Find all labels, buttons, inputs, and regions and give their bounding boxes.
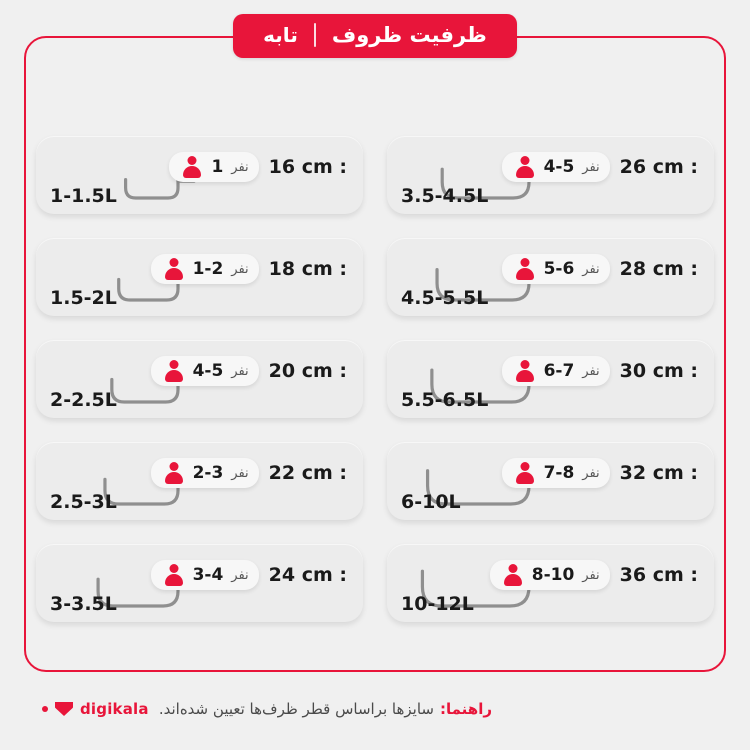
persons-badge <box>151 356 259 386</box>
persons-count: 8-10 <box>531 565 575 585</box>
capacity-card <box>36 544 363 622</box>
guide-note <box>159 700 492 718</box>
capacity-card <box>387 136 714 214</box>
persons-badge <box>490 560 610 590</box>
persons-unit: نفر <box>231 567 249 583</box>
guide-text: سایزها براساس قطر ظرف‌ها تعیین شده‌اند. <box>158 700 434 718</box>
volume-value: 1-1.5L <box>50 185 117 207</box>
capacity-card <box>387 238 714 316</box>
card-info-row <box>52 152 347 182</box>
persons-unit: نفر <box>231 363 249 379</box>
persons-count: 4-5 <box>543 157 575 177</box>
page-subtitle: تابه <box>263 23 298 47</box>
brand-dot-icon <box>42 706 48 712</box>
column-left <box>387 136 714 622</box>
person-icon <box>502 563 524 587</box>
capacity-card <box>36 340 363 418</box>
capacity-card <box>36 238 363 316</box>
title-pill <box>233 14 517 58</box>
brand-name: digikala <box>80 700 149 718</box>
person-icon <box>163 461 185 485</box>
persons-unit: نفر <box>231 261 249 277</box>
capacity-grid <box>36 136 714 622</box>
volume-value: 1.5-2L <box>50 287 117 309</box>
person-icon <box>163 359 185 383</box>
digikala-smile-icon <box>55 702 73 716</box>
capacity-card <box>36 442 363 520</box>
card-info-row <box>403 356 698 386</box>
diameter-value: 18 cm : <box>268 258 347 280</box>
volume-value: 2-2.5L <box>50 389 117 411</box>
card-info-row <box>403 560 698 590</box>
persons-unit: نفر <box>231 159 249 175</box>
card-info-row <box>52 560 347 590</box>
column-right <box>36 136 363 622</box>
persons-count: 3-4 <box>192 565 224 585</box>
persons-count: 1 <box>211 157 224 177</box>
volume-value: 10-12L <box>401 593 474 615</box>
capacity-card <box>387 544 714 622</box>
persons-count: 6-7 <box>543 361 575 381</box>
person-icon <box>514 257 536 281</box>
persons-unit: نفر <box>582 567 600 583</box>
guide-label: راهنما: <box>440 700 492 718</box>
person-icon <box>514 461 536 485</box>
diameter-value: 32 cm : <box>619 462 698 484</box>
persons-badge <box>502 356 610 386</box>
diameter-value: 28 cm : <box>619 258 698 280</box>
volume-value: 3.5-4.5L <box>401 185 489 207</box>
diameter-value: 36 cm : <box>619 564 698 586</box>
persons-badge <box>151 560 259 590</box>
card-info-row <box>52 458 347 488</box>
footer <box>0 694 750 724</box>
diameter-value: 24 cm : <box>268 564 347 586</box>
persons-count: 5-6 <box>543 259 575 279</box>
volume-value: 2.5-3L <box>50 491 117 513</box>
persons-count: 7-8 <box>543 463 575 483</box>
diameter-value: 20 cm : <box>268 360 347 382</box>
card-info-row <box>403 458 698 488</box>
persons-unit: نفر <box>231 465 249 481</box>
person-icon <box>163 257 185 281</box>
person-icon <box>181 155 203 179</box>
persons-unit: نفر <box>582 363 600 379</box>
card-info-row <box>403 152 698 182</box>
volume-value: 5.5-6.5L <box>401 389 489 411</box>
capacity-card <box>36 136 363 214</box>
person-icon <box>514 359 536 383</box>
persons-badge <box>169 152 258 182</box>
volume-value: 4.5-5.5L <box>401 287 489 309</box>
person-icon <box>163 563 185 587</box>
card-info-row <box>403 254 698 284</box>
card-info-row <box>52 254 347 284</box>
persons-count: 2-3 <box>192 463 224 483</box>
persons-unit: نفر <box>582 261 600 277</box>
capacity-card <box>387 442 714 520</box>
persons-badge <box>151 458 259 488</box>
capacity-card <box>387 340 714 418</box>
volume-value: 3-3.5L <box>50 593 117 615</box>
diameter-value: 22 cm : <box>268 462 347 484</box>
title-separator <box>314 23 316 47</box>
persons-count: 4-5 <box>192 361 224 381</box>
card-info-row <box>52 356 347 386</box>
brand-logo <box>42 700 149 718</box>
persons-unit: نفر <box>582 159 600 175</box>
persons-badge <box>151 254 259 284</box>
persons-badge <box>502 458 610 488</box>
header <box>0 14 750 58</box>
persons-badge <box>502 152 610 182</box>
volume-value: 6-10L <box>401 491 461 513</box>
diameter-value: 16 cm : <box>268 156 347 178</box>
persons-unit: نفر <box>582 465 600 481</box>
diameter-value: 26 cm : <box>619 156 698 178</box>
persons-badge <box>502 254 610 284</box>
persons-count: 1-2 <box>192 259 224 279</box>
page-title: ظرفیت ظروف <box>331 23 487 47</box>
diameter-value: 30 cm : <box>619 360 698 382</box>
person-icon <box>514 155 536 179</box>
